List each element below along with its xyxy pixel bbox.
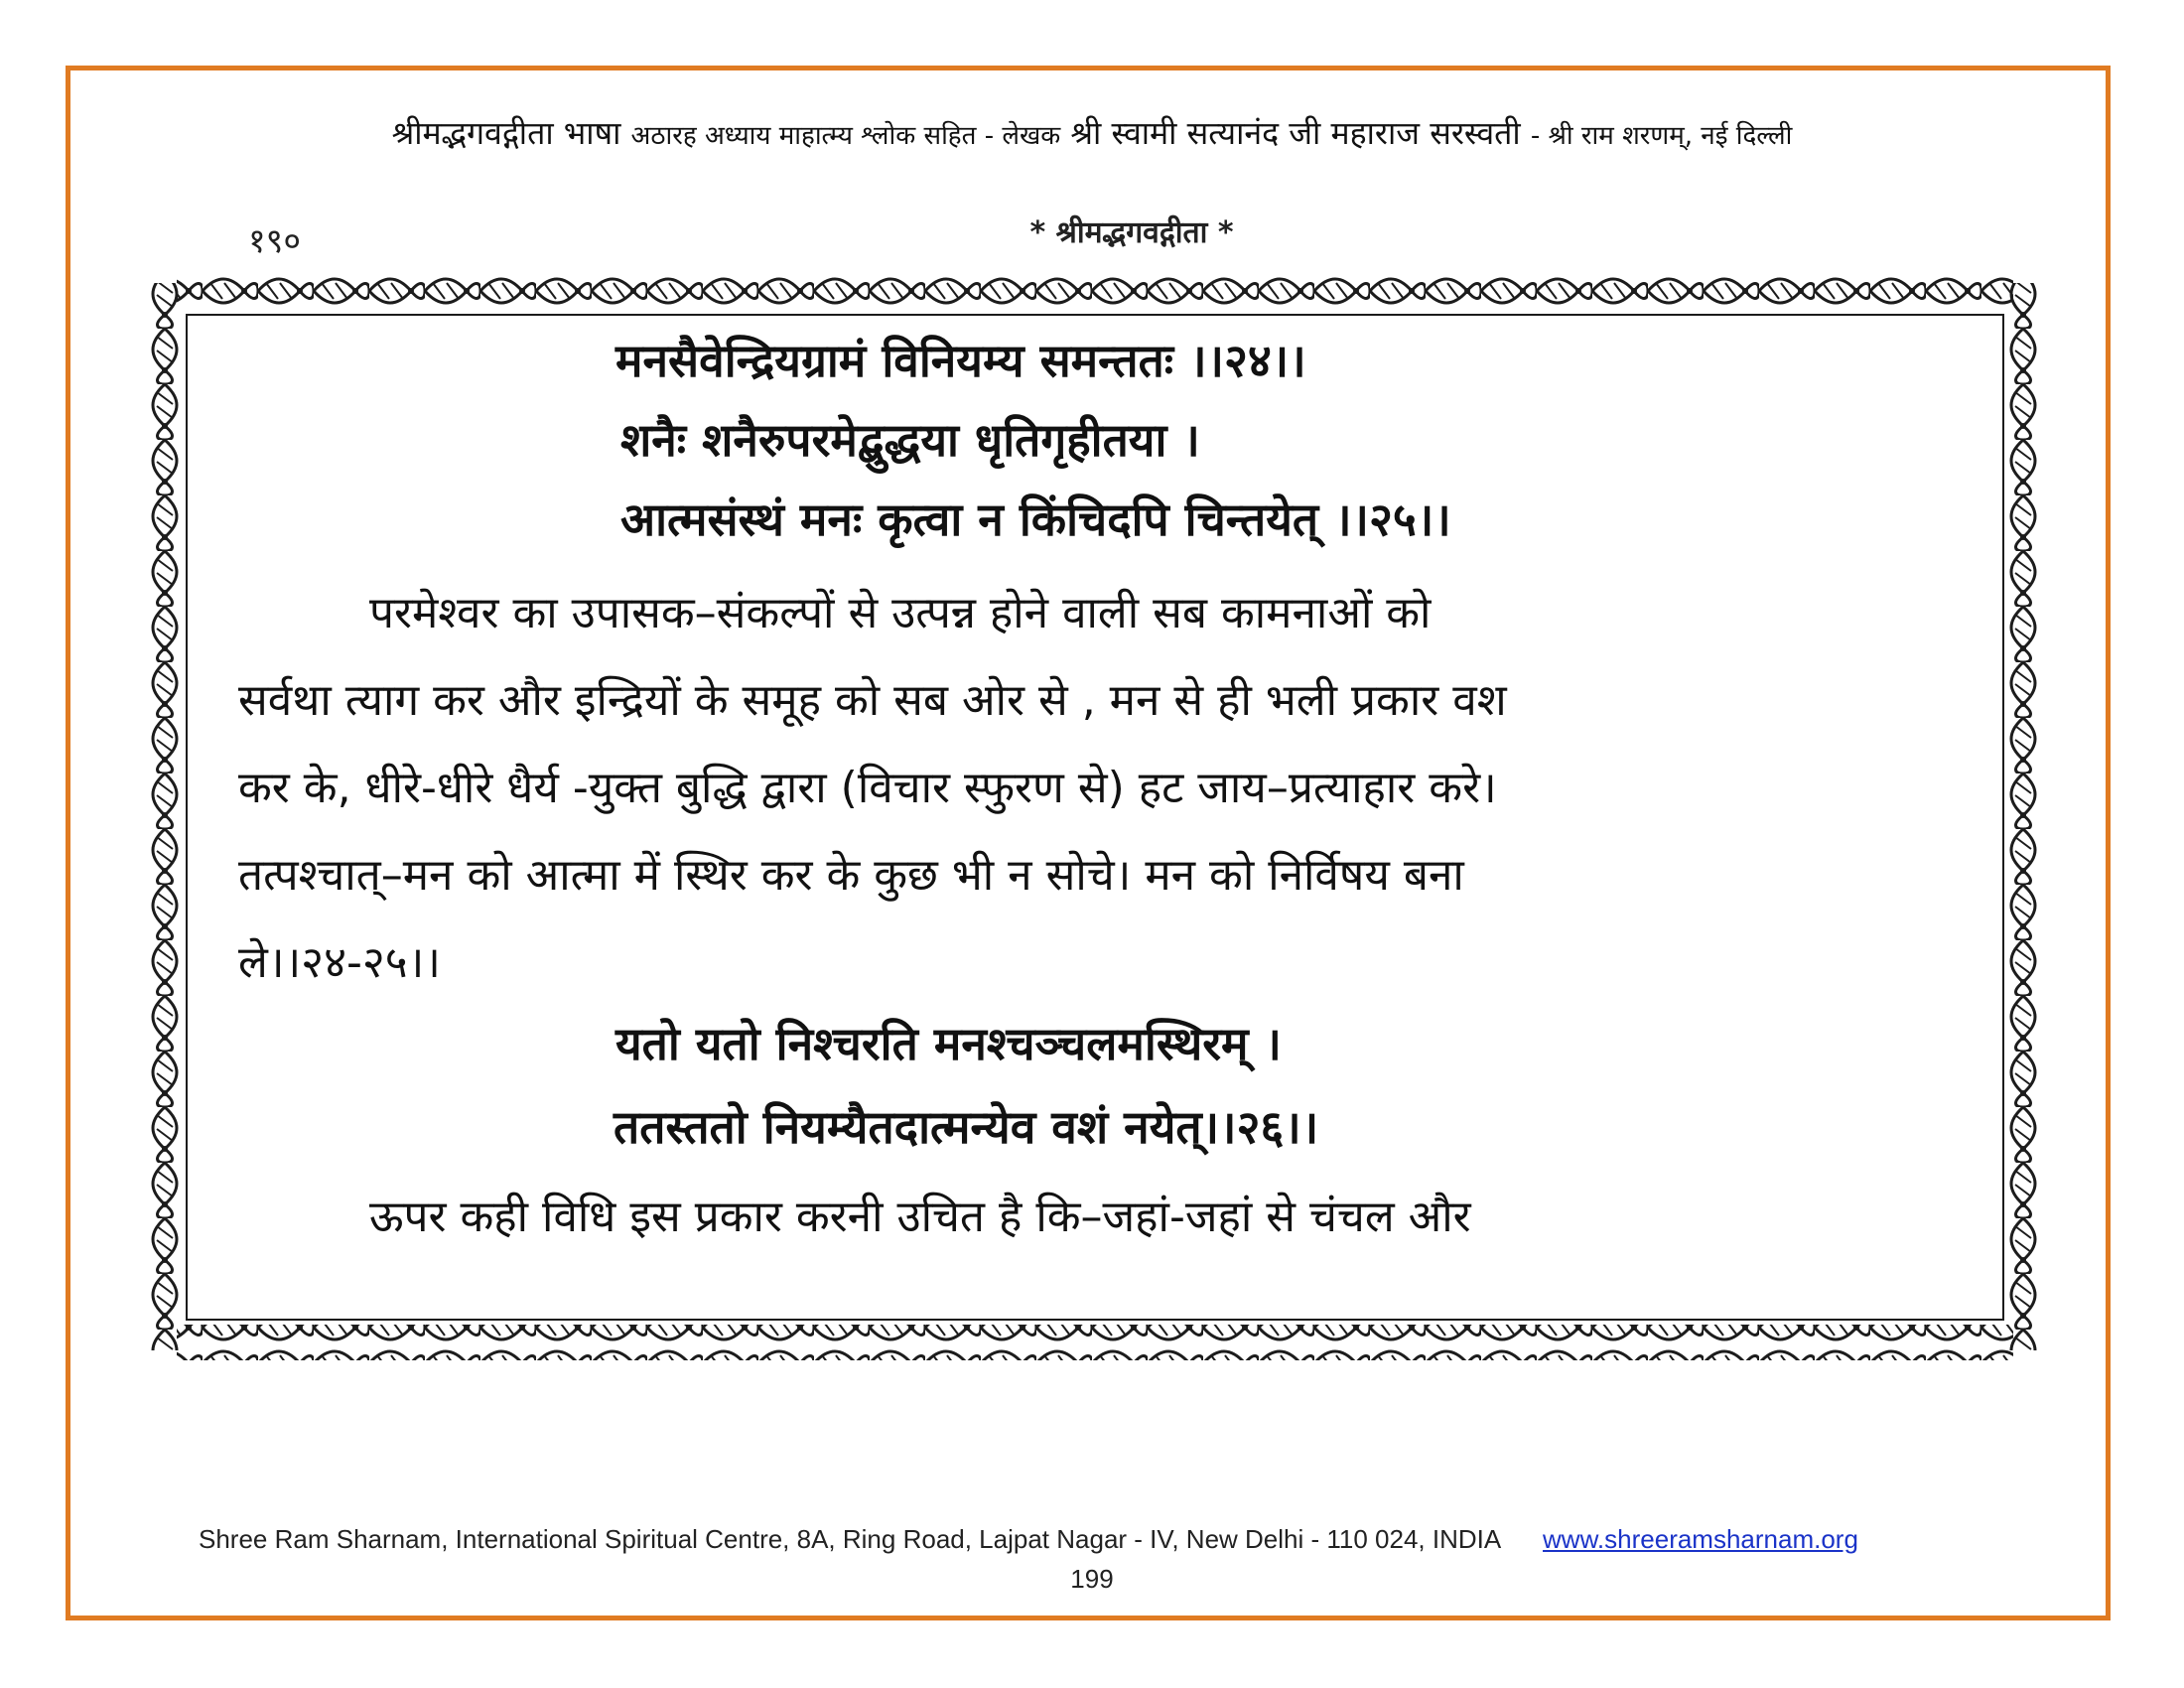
book-page-number: १९० [248,221,302,261]
commentary-line: कर के, धीरे-धीरे धैर्य -युक्त बुद्धि द्वारा (विचार स्फुरण से) हट जाय–प्रत्याहार करे। [238,763,1497,813]
commentary-line: ऊपर कही विधि इस प्रकार करनी उचित है कि–जहां-जहां से चंचल और [369,1192,1471,1242]
website-link[interactable]: www.shreeramsharnam.org [1543,1524,1858,1554]
verse-25-line-2: आत्मसंस्थं मनः कृत्वा न किंचिदपि चिन्तयेत् ।।२५।। [620,492,1451,546]
commentary-line: ले।।२४-२५।। [238,937,441,988]
header-title-main: श्रीमद्भगवद्गीता भाषा [391,114,621,152]
commentary-line: तत्पश्चात्–मन को आत्मा में स्थिर कर के कुछ भी न सोचे। मन को निर्विषय बना [238,850,1464,901]
pdf-page-number: 199 [1070,1564,1114,1594]
header-publisher: - श्री राम शरणम्, नई दिल्ली [1530,121,1793,151]
commentary-line: परमेश्वर का उपासक–संकल्पों से उत्पन्न होने वाली सब कामनाओं को [369,588,1432,638]
verse-25-line-1: शनैः शनैरुपरमेद्बुद्धया धृतिगृहीतया । [620,413,1200,467]
verse-24-end: मनसैवेन्द्रियग्रामं विनियम्य समन्ततः ।।२४।। [615,334,1306,387]
header-author: श्री स्वामी सत्यानंद जी महाराज सरस्वती [1070,114,1521,152]
header-subtitle: अठारह अध्याय माहात्म्य श्लोक सहित - लेखक [630,121,1061,151]
page-content [238,328,1946,1261]
verse-26-line-1: यतो यतो निश्चरति मनश्चञ्चलमस्थिरम् । [615,1017,1282,1070]
footer-address-text: Shree Ram Sharnam, International Spiritual Centre, 8A, Ring Road, Lajpat Nagar - IV, New Delhi - 110 024, INDIA [199,1524,1500,1554]
footer-address [199,1524,1985,1555]
running-title: * श्रीमद्भगवद्गीता * [1029,215,1234,250]
page-header [89,111,2095,154]
commentary-line: सर्वथा त्याग कर और इन्द्रियों के समूह को सब ओर से , मन से ही भली प्रकार वश [238,675,1507,726]
verse-26-line-2: ततस्ततो नियम्यैतदात्मन्येव वशं नयेत्।।२६।। [614,1100,1319,1154]
